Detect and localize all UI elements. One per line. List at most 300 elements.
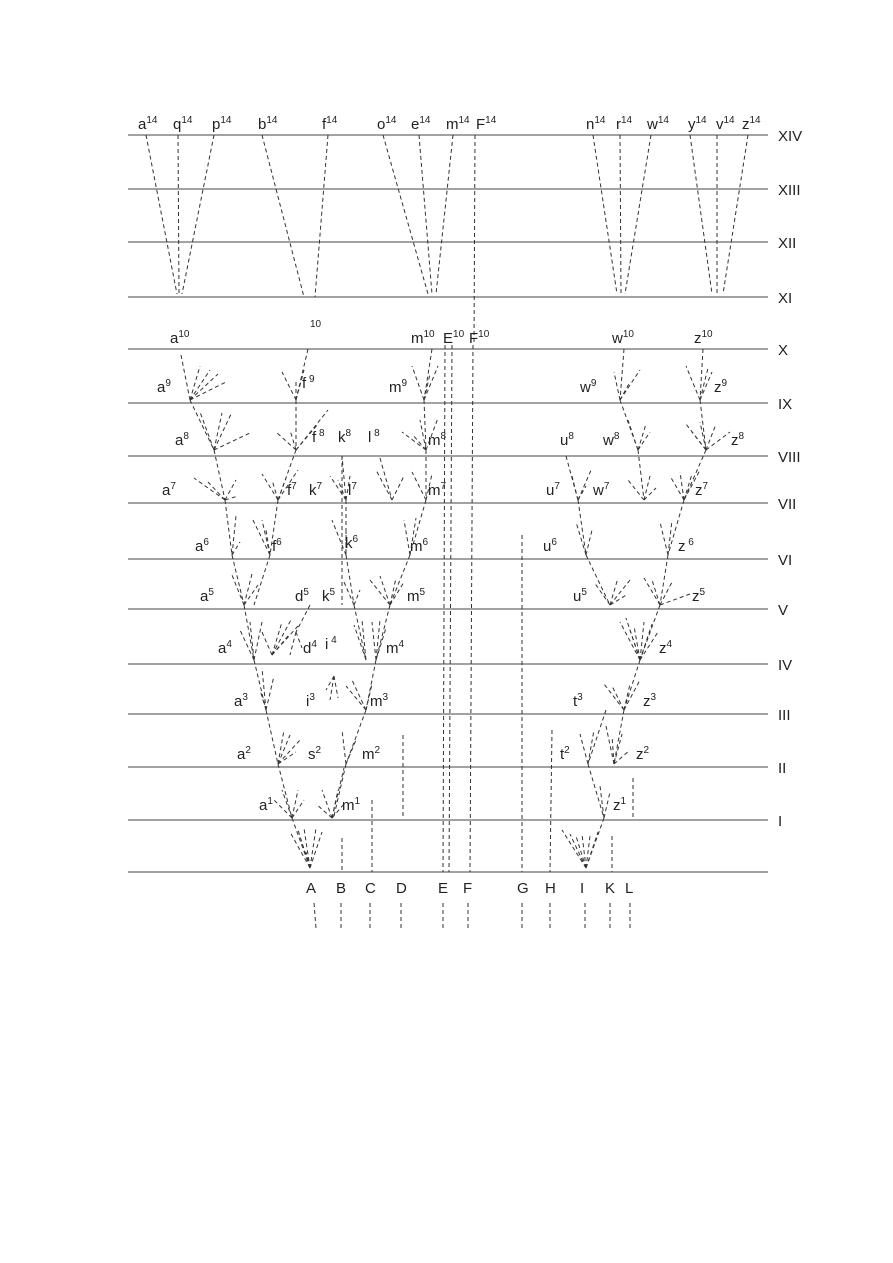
form-base: m bbox=[411, 330, 424, 347]
generation-label: II bbox=[778, 760, 787, 777]
form-label-t3 bbox=[573, 692, 583, 710]
form-base: e bbox=[411, 116, 420, 133]
form-generation: 9 bbox=[401, 378, 408, 389]
form-generation: 5 bbox=[329, 587, 336, 598]
branch-segment bbox=[620, 370, 640, 400]
form-base: k bbox=[322, 588, 330, 605]
form-label-u8 bbox=[560, 431, 574, 449]
branch-segment bbox=[346, 740, 356, 764]
form-label-i4 bbox=[325, 635, 337, 653]
form-generation: 1 bbox=[354, 796, 361, 807]
branch-segment bbox=[594, 582, 610, 605]
branch-segment bbox=[586, 530, 592, 555]
base-species-A: A bbox=[306, 880, 317, 897]
branch-segment bbox=[620, 349, 624, 400]
form-base: m bbox=[428, 432, 441, 449]
form-base: a bbox=[200, 588, 209, 605]
branch-segment bbox=[208, 482, 225, 500]
form-generation: 14 bbox=[181, 115, 193, 126]
form-label-m7 bbox=[428, 481, 447, 499]
base-species-E: E bbox=[438, 880, 449, 897]
branch-segment bbox=[278, 740, 300, 764]
form-generation: 7 bbox=[316, 481, 323, 492]
branch-segment bbox=[588, 710, 606, 764]
form-base: i bbox=[325, 636, 329, 653]
form-label-f8 bbox=[312, 428, 325, 446]
branch-segment bbox=[232, 542, 240, 555]
branch-segment bbox=[638, 432, 650, 450]
branch-segment bbox=[315, 135, 328, 297]
branch-segment bbox=[262, 520, 270, 555]
form-generation: 7 bbox=[170, 481, 176, 492]
generation-label: XII bbox=[778, 235, 797, 252]
branch-segment bbox=[332, 520, 346, 555]
form-label-f7 bbox=[287, 481, 297, 499]
branch-segment bbox=[580, 734, 588, 764]
branch-segment bbox=[380, 576, 390, 605]
branch-segment bbox=[214, 413, 222, 450]
form-label-a2 bbox=[237, 745, 251, 763]
form-label-m2 bbox=[362, 745, 381, 763]
form-base: i bbox=[306, 693, 310, 710]
branch-segment bbox=[282, 372, 296, 400]
branch-segment bbox=[362, 620, 366, 660]
branch-segment bbox=[266, 530, 270, 555]
branch-segment bbox=[244, 605, 254, 660]
form-base: z bbox=[742, 116, 750, 133]
form-generation: 1 bbox=[267, 796, 273, 807]
form-base: u bbox=[573, 588, 582, 605]
form-label-k7 bbox=[309, 481, 323, 499]
form-base: u bbox=[560, 432, 569, 449]
form-base: z bbox=[636, 746, 644, 763]
branch-segment bbox=[290, 632, 296, 655]
form-label-w14 bbox=[646, 115, 669, 133]
form-label-m8 bbox=[428, 431, 447, 449]
form-generation: 14 bbox=[266, 115, 278, 126]
form-generation: 4 bbox=[666, 639, 673, 650]
branch-segment bbox=[610, 580, 630, 605]
branch-segment bbox=[424, 366, 438, 400]
form-label-z6 bbox=[678, 537, 694, 555]
generation-label: VIII bbox=[778, 449, 801, 466]
form-base: z bbox=[695, 482, 703, 499]
branch-segment bbox=[550, 730, 552, 872]
branch-segment bbox=[330, 676, 334, 700]
form-generation: 14 bbox=[621, 115, 633, 126]
form-generation: 5 bbox=[303, 587, 309, 598]
branch-segment bbox=[412, 366, 424, 400]
form-generation: 4 bbox=[311, 639, 317, 650]
branch-segment bbox=[474, 135, 475, 345]
form-label-f9 bbox=[302, 374, 315, 392]
branch-segment bbox=[620, 622, 640, 660]
branch-segment bbox=[620, 135, 621, 294]
form-base: d bbox=[303, 640, 312, 657]
form-generation: 14 bbox=[146, 115, 158, 126]
form-label-a9 bbox=[157, 378, 171, 396]
form-base: d bbox=[295, 588, 304, 605]
branch-segment bbox=[262, 474, 278, 500]
form-generation: 8 bbox=[613, 431, 620, 442]
form-label-z8 bbox=[731, 431, 745, 449]
form-generation: 1 bbox=[620, 796, 627, 807]
branch-segment bbox=[700, 422, 706, 450]
branch-segment bbox=[638, 424, 646, 450]
form-base: f bbox=[272, 538, 277, 555]
form-label-k5 bbox=[322, 587, 336, 605]
form-base: m bbox=[362, 746, 375, 763]
branch-segment bbox=[182, 135, 214, 294]
form-base: a bbox=[234, 693, 243, 710]
form-generation: 6 bbox=[422, 537, 429, 548]
branch-segment bbox=[612, 686, 624, 710]
branch-segment bbox=[614, 372, 620, 400]
form-base: v bbox=[716, 116, 724, 133]
branch-segment bbox=[214, 412, 232, 450]
form-generation: 8 bbox=[183, 431, 189, 442]
form-label-z10 bbox=[694, 329, 713, 347]
branch-segment bbox=[240, 630, 254, 660]
form-base: z bbox=[731, 432, 739, 449]
branch-segment bbox=[630, 630, 640, 660]
form-generation: 4 bbox=[226, 639, 232, 650]
form-label-e14 bbox=[411, 115, 431, 133]
branch-segment bbox=[604, 792, 610, 818]
form-generation: 8 bbox=[568, 431, 574, 442]
form-base: a bbox=[218, 640, 227, 657]
form-generation: 2 bbox=[643, 745, 650, 756]
form-generation: 6 bbox=[203, 537, 209, 548]
form-label-z5 bbox=[692, 587, 706, 605]
form-generation: 8 bbox=[345, 428, 352, 439]
form-base: t bbox=[573, 693, 578, 710]
form-generation: 5 bbox=[419, 587, 426, 598]
branch-segment bbox=[424, 349, 432, 400]
form-base: w bbox=[603, 432, 614, 449]
branch-segment bbox=[392, 476, 404, 500]
form-label-r14 bbox=[616, 115, 633, 133]
form-base: w bbox=[593, 482, 604, 499]
branch-segment bbox=[244, 574, 252, 605]
form-label-s2 bbox=[308, 745, 322, 763]
form-label-u5 bbox=[573, 587, 587, 605]
form-base: l bbox=[368, 429, 372, 446]
form-label-a8 bbox=[175, 431, 189, 449]
branch-segment bbox=[614, 710, 624, 764]
branch-segment bbox=[588, 730, 594, 764]
form-label-m5 bbox=[407, 587, 426, 605]
form-label-m6 bbox=[410, 537, 429, 555]
form-base: k bbox=[309, 482, 317, 499]
form-label-F14 bbox=[476, 115, 497, 133]
form-label-a1 bbox=[259, 796, 273, 814]
branch-segment bbox=[412, 472, 426, 500]
branch-segment bbox=[190, 400, 214, 450]
form-base: y bbox=[688, 116, 696, 133]
form-base: l bbox=[348, 482, 352, 499]
form-generation: 10 bbox=[178, 329, 190, 340]
form-base: t bbox=[560, 746, 565, 763]
form-base: m bbox=[446, 116, 459, 133]
branch-segment bbox=[278, 764, 292, 818]
form-generation: 14 bbox=[385, 115, 397, 126]
generation-label: V bbox=[778, 602, 789, 619]
form-base: m bbox=[389, 379, 402, 396]
form-base: a bbox=[170, 330, 179, 347]
form-label-z14 bbox=[742, 115, 761, 133]
branch-segment bbox=[690, 135, 712, 294]
form-base: z bbox=[659, 640, 667, 657]
form-label-a6 bbox=[195, 537, 209, 555]
branch-segment bbox=[562, 830, 586, 868]
branch-segment bbox=[330, 476, 346, 500]
form-generation: 8 bbox=[738, 431, 745, 442]
form-base: a bbox=[237, 746, 246, 763]
form-generation: 4 bbox=[328, 635, 337, 646]
form-generation: 3 bbox=[650, 692, 657, 703]
form-base: z bbox=[714, 379, 722, 396]
branch-segment bbox=[644, 578, 660, 605]
generation-label: IV bbox=[778, 657, 793, 674]
form-label-b14 bbox=[258, 115, 278, 133]
generation-label: XIV bbox=[778, 128, 803, 145]
branch-segment bbox=[652, 580, 660, 605]
branch-segment bbox=[272, 480, 278, 500]
branch-segment bbox=[586, 832, 598, 868]
form-base: F bbox=[469, 330, 479, 347]
branch-segment bbox=[310, 828, 316, 868]
form-base: m bbox=[428, 482, 441, 499]
form-label-m14 bbox=[446, 115, 470, 133]
form-generation: 2 bbox=[564, 745, 570, 756]
form-generation: 8 bbox=[371, 428, 380, 439]
form-generation: 4 bbox=[398, 639, 405, 650]
form-base: z bbox=[694, 330, 702, 347]
branch-segment bbox=[232, 575, 244, 605]
form-base: w bbox=[580, 379, 591, 396]
form-generation: 10 bbox=[423, 329, 435, 340]
branch-segment bbox=[214, 450, 225, 500]
branch-lines bbox=[146, 135, 748, 928]
form-base: a bbox=[175, 432, 184, 449]
form-base: m bbox=[370, 693, 383, 710]
base-species-labels bbox=[306, 880, 633, 897]
branch-segment bbox=[290, 832, 310, 868]
form-generation: 7 bbox=[702, 481, 709, 492]
form-label-m9 bbox=[389, 378, 408, 396]
form-label-y14 bbox=[688, 115, 707, 133]
form-generation: 14 bbox=[695, 115, 707, 126]
branch-segment bbox=[290, 430, 296, 450]
form-base: z bbox=[692, 588, 700, 605]
form-label-o14 bbox=[377, 115, 397, 133]
form-base: a bbox=[195, 538, 204, 555]
branch-segment bbox=[624, 684, 630, 710]
base-species-D: D bbox=[396, 880, 407, 897]
form-label-z7 bbox=[695, 481, 709, 499]
branch-segment bbox=[660, 522, 668, 555]
generation-lines bbox=[128, 135, 768, 872]
form-base: k bbox=[345, 535, 353, 552]
branch-segment bbox=[354, 590, 360, 605]
branch-segment bbox=[576, 522, 586, 555]
branch-segment bbox=[296, 632, 302, 648]
form-generation: 2 bbox=[374, 745, 381, 756]
form-generation: 10 bbox=[453, 329, 465, 340]
form-label-p14 bbox=[212, 115, 232, 133]
branch-segment bbox=[322, 790, 332, 818]
form-label-a7 bbox=[162, 481, 176, 499]
form-generation: 8 bbox=[440, 431, 447, 442]
form-generation: 7 bbox=[554, 481, 560, 492]
generation-label: IX bbox=[778, 396, 793, 413]
form-label-a5 bbox=[200, 587, 214, 605]
form-label-m3 bbox=[370, 692, 389, 710]
branch-segment bbox=[232, 555, 244, 605]
branch-segment bbox=[262, 632, 272, 655]
branch-segment bbox=[644, 476, 650, 500]
form-base: u bbox=[543, 538, 552, 555]
branch-segment bbox=[181, 355, 190, 400]
branch-segment bbox=[194, 478, 225, 500]
branch-segment bbox=[262, 135, 304, 297]
form-label-q14 bbox=[173, 115, 193, 133]
branch-segment bbox=[200, 412, 214, 450]
form-generation: 10 bbox=[622, 329, 634, 340]
form-label-x10 bbox=[310, 319, 322, 330]
form-base: E bbox=[443, 330, 454, 347]
form-generation: 5 bbox=[581, 587, 587, 598]
form-label-n14 bbox=[586, 115, 606, 133]
form-label-a3 bbox=[234, 692, 248, 710]
form-label-z1 bbox=[613, 796, 627, 814]
branch-segment bbox=[606, 726, 614, 764]
generation-label: III bbox=[778, 707, 791, 724]
form-label-w10 bbox=[611, 329, 634, 347]
base-species-L: L bbox=[625, 880, 634, 897]
generation-label: VII bbox=[778, 496, 797, 513]
base-species-I: I bbox=[580, 880, 585, 897]
form-base: m bbox=[407, 588, 420, 605]
branch-segment bbox=[304, 828, 310, 868]
form-generation: 10 bbox=[701, 329, 713, 340]
form-label-a4 bbox=[218, 639, 232, 657]
branch-segment bbox=[402, 432, 426, 450]
branch-segment bbox=[578, 468, 592, 500]
form-base: z bbox=[613, 797, 621, 814]
form-base: m bbox=[410, 538, 423, 555]
form-generation: 3 bbox=[382, 692, 389, 703]
form-generation: 7 bbox=[440, 481, 447, 492]
form-label-u6 bbox=[543, 537, 557, 555]
form-label-z2 bbox=[636, 745, 650, 763]
generation-label: I bbox=[778, 813, 783, 830]
form-base: F bbox=[476, 116, 486, 133]
form-generation: 14 bbox=[326, 115, 338, 126]
branch-segment bbox=[370, 580, 390, 605]
form-generation: 14 bbox=[749, 115, 761, 126]
form-generation: 10 bbox=[310, 319, 322, 330]
branch-segment bbox=[628, 480, 644, 500]
form-base: a bbox=[162, 482, 171, 499]
branch-segment bbox=[436, 135, 453, 294]
form-label-t2 bbox=[560, 745, 570, 763]
branch-segment bbox=[214, 432, 252, 450]
form-generation: 6 bbox=[551, 537, 557, 548]
branch-segment bbox=[604, 684, 624, 710]
branch-segment bbox=[334, 676, 338, 698]
branch-segment bbox=[572, 476, 578, 500]
branch-segment bbox=[292, 790, 298, 818]
branch-segment bbox=[582, 834, 586, 868]
branch-segment bbox=[686, 366, 700, 400]
form-base: k bbox=[338, 429, 346, 446]
form-generation: 8 bbox=[316, 428, 325, 439]
form-generation: 2 bbox=[315, 745, 322, 756]
form-label-k6 bbox=[345, 534, 359, 552]
base-species-G: G bbox=[517, 880, 529, 897]
form-generation: 9 bbox=[306, 374, 315, 385]
form-base: n bbox=[586, 116, 595, 133]
form-generation: 14 bbox=[419, 115, 431, 126]
form-base: s bbox=[308, 746, 316, 763]
form-base: z bbox=[643, 693, 651, 710]
descent-stem bbox=[314, 903, 316, 928]
branch-segment bbox=[586, 555, 610, 605]
form-base: p bbox=[212, 116, 221, 133]
form-generation: 14 bbox=[485, 115, 497, 126]
form-label-f14 bbox=[322, 115, 338, 133]
branch-segment bbox=[344, 582, 354, 605]
form-label-z4 bbox=[659, 639, 673, 657]
branch-segment bbox=[372, 622, 376, 660]
branch-segment bbox=[600, 786, 604, 818]
generation-label: X bbox=[778, 342, 789, 359]
branch-segment bbox=[700, 400, 706, 450]
form-base: b bbox=[258, 116, 267, 133]
branch-segment bbox=[272, 618, 292, 655]
branch-segment bbox=[278, 752, 296, 764]
form-base: f bbox=[322, 116, 327, 133]
form-label-F10 bbox=[469, 329, 490, 347]
form-base: f bbox=[287, 482, 292, 499]
branch-segment bbox=[352, 680, 366, 710]
form-label-f6 bbox=[272, 537, 282, 555]
branch-segment bbox=[588, 764, 604, 818]
branch-segment bbox=[670, 476, 684, 500]
branch-segment bbox=[578, 500, 586, 555]
generation-label: XI bbox=[778, 290, 793, 307]
branch-segment bbox=[612, 736, 614, 764]
form-base: m bbox=[386, 640, 399, 657]
form-generation: 14 bbox=[220, 115, 232, 126]
form-generation: 3 bbox=[309, 692, 315, 703]
branch-segment bbox=[376, 470, 392, 500]
branch-segment bbox=[254, 555, 270, 605]
form-label-m1 bbox=[342, 796, 361, 814]
branch-segment bbox=[190, 374, 218, 400]
form-base: u bbox=[546, 482, 555, 499]
branch-segment bbox=[628, 420, 638, 450]
base-species-F: F bbox=[463, 880, 473, 897]
form-generation: 14 bbox=[723, 115, 735, 126]
form-generation: 2 bbox=[245, 745, 251, 756]
form-base: a bbox=[157, 379, 166, 396]
form-label-m10 bbox=[411, 329, 435, 347]
form-base: a bbox=[259, 797, 268, 814]
branch-segment bbox=[346, 555, 354, 605]
